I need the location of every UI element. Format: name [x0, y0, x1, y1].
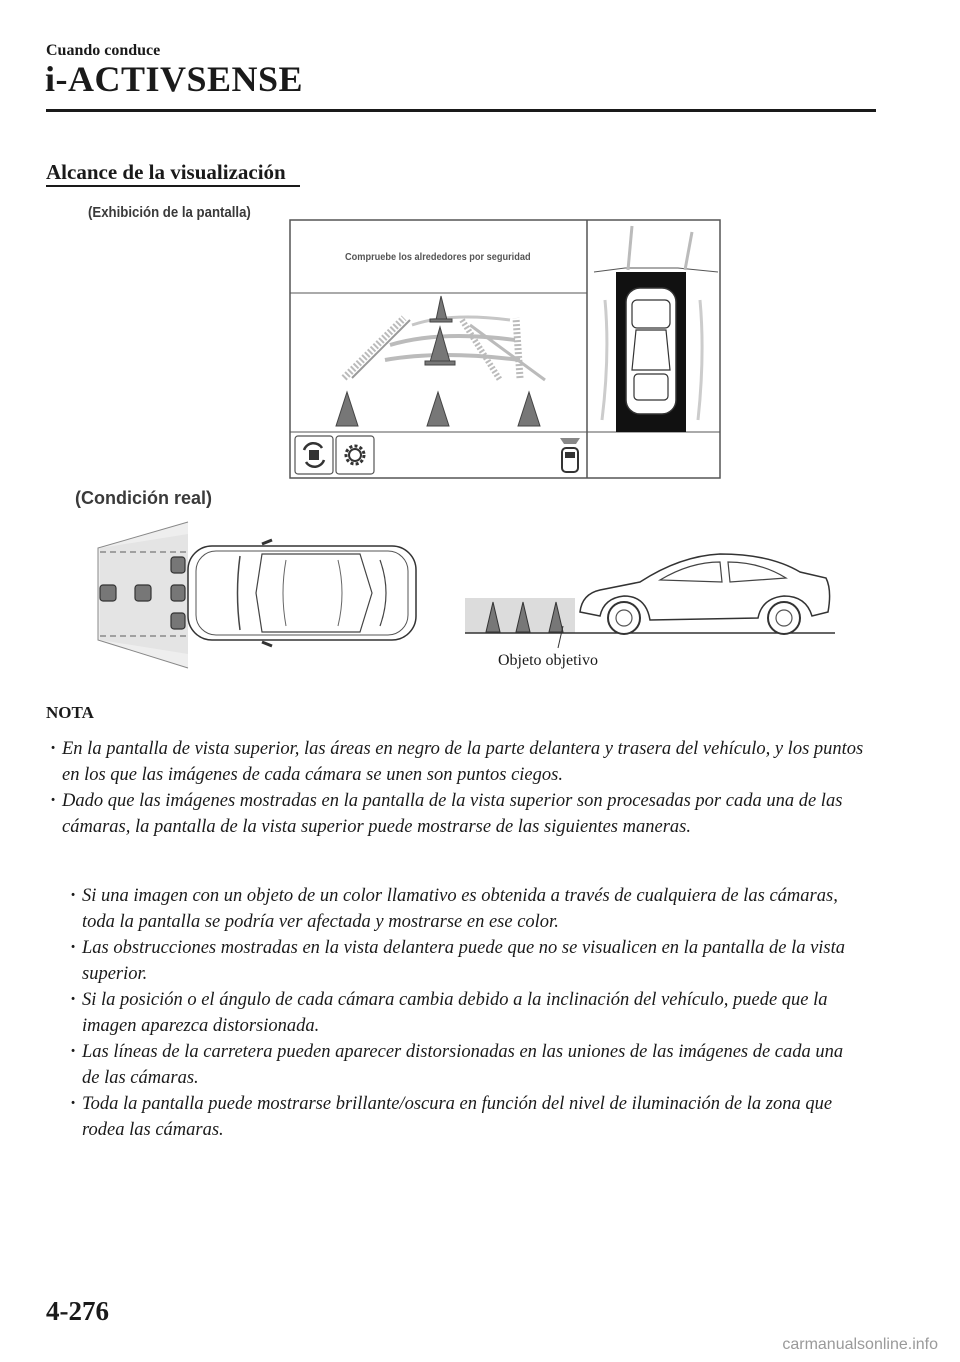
page-number: 4-276 — [46, 1296, 109, 1326]
real-side-view — [465, 554, 835, 648]
list-item: · Las obstrucciones mostradas en la vista delantera puede que no se visualicen en la pantalla de la vista superior. — [70, 938, 846, 984]
list-item: · Las líneas de la carretera pueden aparecer distorsionadas en las uniones de las imágenes de cada una de las cámaras. — [70, 1042, 844, 1088]
list-item: · Si la posición o el ángulo de cada cámara cambia debido a la inclinación del vehículo, puede que la imagen aparezca distorsionada. — [70, 990, 828, 1036]
list-item: · Toda la pantalla puede mostrarse brillante/oscura en función del nivel de iluminación de la zona que rodea las cámaras. — [70, 1094, 833, 1140]
watermark[interactable]: carmanualsonline.info — [782, 1336, 938, 1353]
real-top-view — [98, 522, 416, 668]
real-caption: (Condición real) — [75, 488, 213, 508]
list-item: · En la pantalla de vista superior, las áreas en negro de la parte delantera y trasera del vehículo, y los puntos en los que las imágenes de cada cámara se unen son puntos ciegos. — [50, 739, 864, 785]
list-item: · Si una imagen con un objeto de un color llamativo es obtenida a través de cualquiera de las cámaras, toda la pantalla se podría ver afectada y mostrarse en ese color. — [70, 886, 838, 932]
sub-bullet-text: Si una imagen con un objeto de un color llamativo es obtenida a través de cualquiera de las cámaras, toda la pantalla se podría ver afectada y mostrarse en ese color. — [82, 886, 838, 932]
section-heading: Alcance de la visualización — [46, 160, 286, 184]
bullet-text: En la pantalla de vista superior, las áreas en negro de la parte delantera y trasera del vehículo, y los puntos en los que las imágenes de cada cámara se unen son puntos ciegos. — [62, 739, 864, 785]
nota-heading: NOTA — [46, 703, 94, 722]
sub-bullet-text: Las obstrucciones mostradas en la vista delantera puede que no se visualicen en la pantalla de la vista superior. — [82, 938, 846, 984]
sub-bullet-text: Toda la pantalla puede mostrarse brillante/oscura en función del nivel de iluminación de la zona que rodea las cámaras. — [82, 1094, 833, 1140]
camera-switch-icon — [295, 436, 333, 474]
target-label: Objeto objetivo — [498, 652, 598, 669]
sub-bullet-text: Las líneas de la carretera pueden aparecer distorsionadas en las uniones de las imágenes de cada una de las cámaras. — [82, 1042, 844, 1088]
bullet-text: Dado que las imágenes mostradas en la pantalla de la vista superior son procesadas por cada una de las cámaras, la pantalla de la vista superior puede mostrarse de las siguientes maneras. — [62, 791, 843, 837]
screen-caption: (Exhibición de la pantalla) — [88, 204, 251, 221]
running-head: Cuando conduce — [46, 42, 161, 59]
list-item: · Dado que las imágenes mostradas en la pantalla de la vista superior son procesadas por cada una de las cámaras, la pantalla de la vista superior puede mostrarse de las siguientes maneras. — [50, 791, 843, 837]
gear-icon — [336, 436, 374, 474]
nota-bullets — [44, 736, 864, 840]
sub-bullet-text: Si la posición o el ángulo de cada cámara cambia debido a la inclinación del vehículo, puede que la imagen aparezca distorsionada. — [82, 990, 828, 1036]
screen-warning: Compruebe los alrededores por seguridad — [345, 252, 531, 263]
nota-sub-bullets — [64, 883, 864, 1143]
chapter-title: i-ACTIVSENSE — [45, 59, 304, 99]
